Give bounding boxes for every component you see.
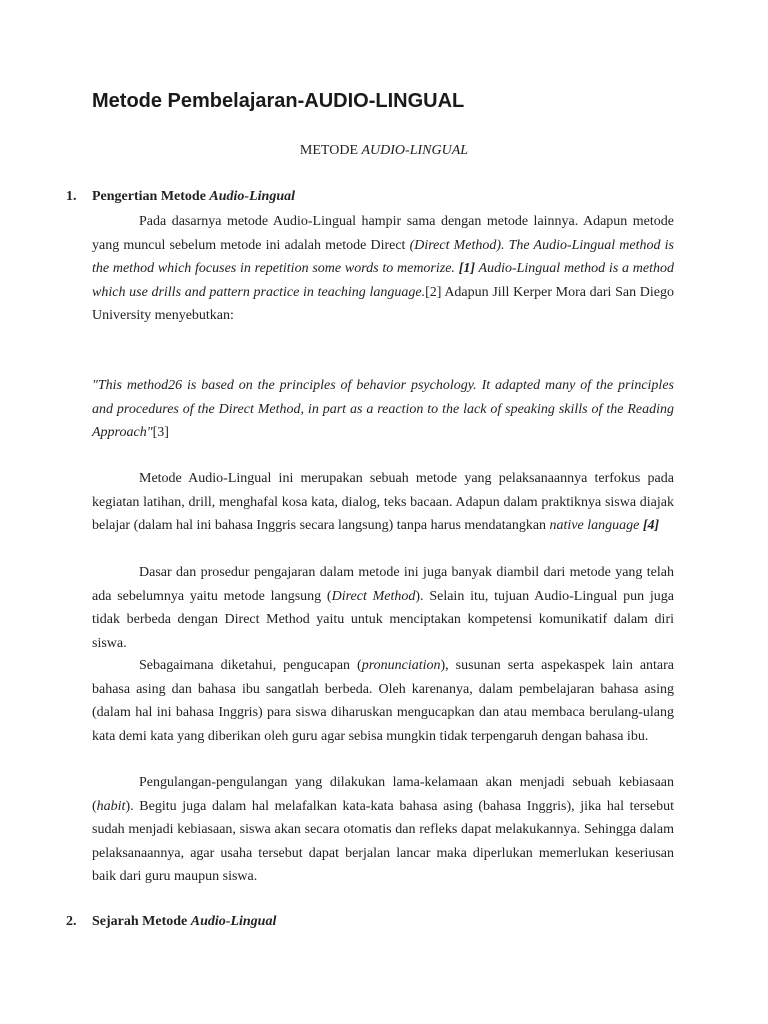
section-2-number: 2. — [66, 914, 77, 929]
para1-italic-2: Audio-Lingual method is a method which use drills and pattern practice in teaching language. — [92, 261, 674, 300]
document-title: Metode Pembelajaran-AUDIO-LINGUAL — [92, 90, 465, 112]
section-1-heading — [66, 189, 295, 205]
para3-text-1: Dasar dan prosedur pengajaran dalam metode ini juga banyak diambil dari metode yang telah ada sebelumnya yaitu metode langsung ( — [92, 565, 674, 604]
subtitle-plain: METODE — [299, 143, 362, 158]
paragraph-4 — [92, 654, 674, 748]
para5-text-1: Pengulangan-pengulangan yang dilakukan lama-kelamaan akan menjadi sebuah kebiasaan ( — [92, 775, 674, 814]
section-1-number: 1. — [66, 189, 77, 204]
section-2-heading — [66, 914, 276, 930]
para4-text-1: Sebagaimana diketahui, pengucapan ( — [139, 658, 362, 673]
document-subtitle — [0, 143, 768, 159]
para3-text-2: ). Selain itu, tujuan Audio-Lingual pun juga tidak berbeda dengan Direct Method yaitu untuk menciptakan kompetensi komunikatif dalam diri siswa. — [92, 588, 675, 651]
quote-text: "This method26 is based on the principles of behavior psychology. It adapted many of the principles and procedures of the Direct Method, in part as a reaction to the lack of speaking skills of the Reading Approach" — [92, 378, 674, 440]
para1-text-1: Pada dasarnya metode Audio-Lingual hampir sama dengan metode lainnya. Adapun metode yang muncul sebelum metode ini adalah metode Direct — [92, 214, 674, 253]
para1-text-2: Adapun Jill Kerper Mora dari San Diego University menyebutkan: — [92, 284, 674, 323]
paragraph-1 — [92, 210, 674, 328]
para4-text-2: ), susunan serta aspekaspek lain antara bahasa asing dan bahasa ibu sangatlah berbeda. Oleh karenanya, dalam pembelajaran bahasa asing (dalam hal ini bahasa Inggris) para siswa diharuskan mengucapkan dan atau membaca berulang-ulang kata demi kata yang diberikan oleh guru agar sebisa mungkin tidak terpengaruh dengan bahasa ibu. — [92, 658, 675, 744]
reference-1[interactable]: [1] — [458, 261, 476, 276]
section-2-label: Sejarah Metode — [92, 914, 191, 929]
para1-italic-1: (Direct Method). The Audio-Lingual method is the method which focuses in repetition some words to memorize. — [92, 237, 674, 276]
para2-italic-1: native language — [549, 518, 640, 533]
para2-text-1: Metode Audio-Lingual ini merupakan sebuah metode yang pelaksanaannya terfokus pada kegiatan latihan, drill, menghafal kosa kata, dialog, teks bacaan. Adapun dalam praktiknya siswa diajak belajar (dalam hal ini bahasa Inggris secara langsung) tanpa harus mendatangkan — [92, 471, 674, 533]
para5-italic-1: habit — [96, 798, 126, 814]
subtitle-italic: AUDIO-LINGUAL — [361, 143, 469, 158]
section-1-label-italic: Audio-Lingual — [209, 189, 296, 204]
para3-italic-1: Direct Method — [331, 588, 416, 604]
paragraph-2 — [92, 467, 674, 538]
section-1-label: Pengertian Metode — [92, 189, 210, 204]
section-2-label-italic: Audio-Lingual — [190, 914, 277, 929]
reference-2[interactable]: [2] — [425, 284, 442, 300]
reference-3[interactable]: [3] — [152, 425, 169, 440]
quote-block — [92, 374, 674, 445]
paragraph-3 — [92, 561, 674, 655]
para4-italic-1: pronunciation — [361, 658, 441, 673]
paragraph-5 — [92, 771, 674, 889]
reference-4[interactable]: [4] — [639, 518, 660, 533]
para5-text-2: ). Begitu juga dalam hal melafalkan kata-kata bahasa asing (bahasa Inggris), jika hal tersebut sudah menjadi kebiasaan, siswa akan secara otomatis dan refleks dapat melakukannya. Sehingga dalam pelaksanaannya, agar usaha tersebut dapat berjalan lancar maka diperlukan memerlukan keseriusan baik dari guru maupun siswa. — [92, 798, 674, 884]
